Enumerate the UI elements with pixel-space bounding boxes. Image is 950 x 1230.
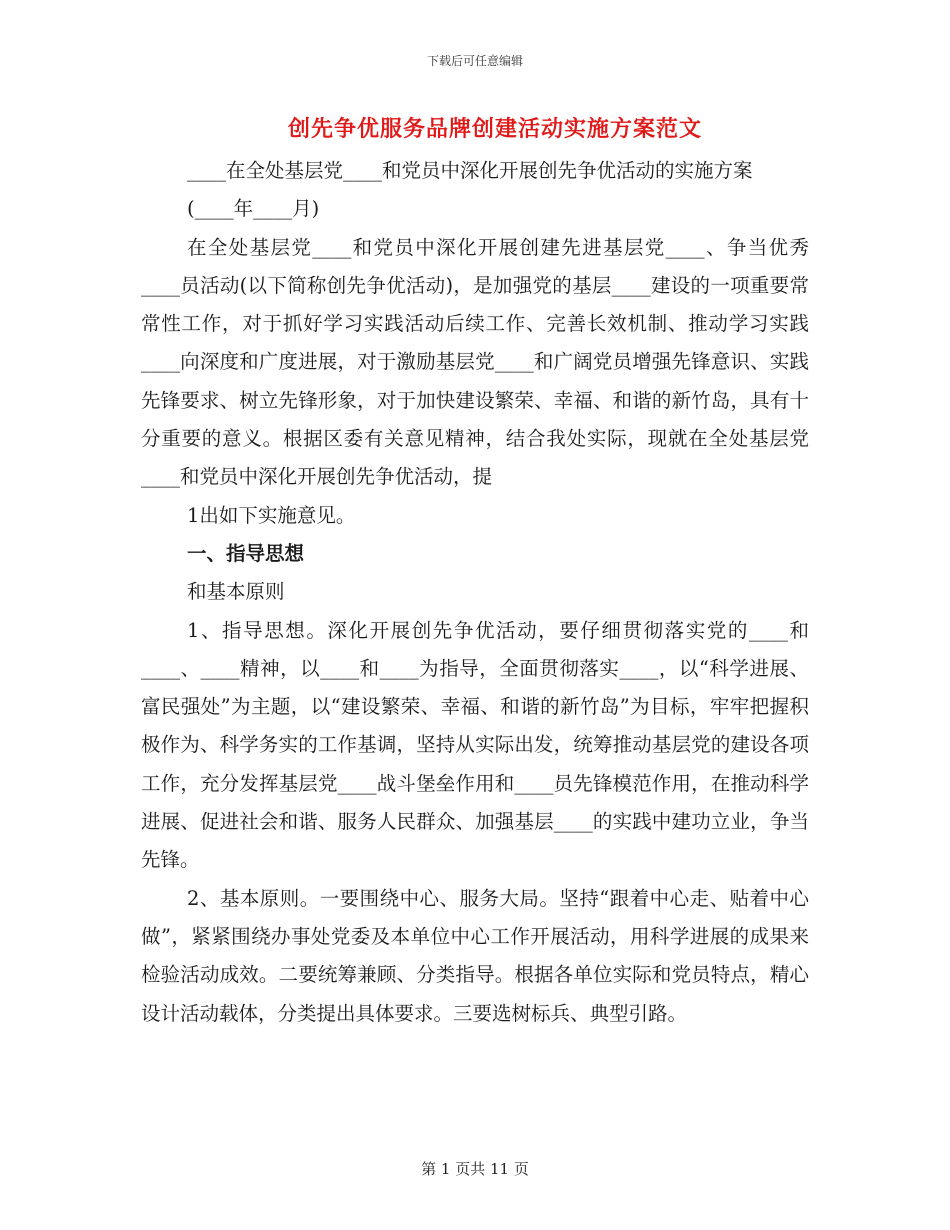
document-body [141, 152, 809, 1033]
paragraph: ____在全处基层党____和党员中深化开展创先争优活动的实施方案 [187, 159, 753, 182]
paragraph: 1、指导思想。深化开展创先争优活动，要仔细贯彻落实党的____和____、____精神，以____和____为指导，全面贯彻落实____，以“科学进展、富民强处”为主题，以“建设繁荣、幸福、和谐的新竹岛”为目标，牢牢把握积极作为、科学务实的工作基调，坚持从实际出发，统筹推动基层党的建设各项工作，充分发挥基层党____战斗堡垒作用和____员先锋模范作用，在推动科学进展、促进社会和谐、服务人民群众、加强基层____的实践中建功立业，争当先锋。 [141, 618, 809, 872]
document-title: 创先争优服务品牌创建活动实施方案范文 [287, 116, 702, 142]
page-header: 下载后可任意编辑 [426, 54, 523, 68]
section-heading: 一、指导思想 [187, 541, 305, 565]
page-footer: 第 1 页共 11 页 [421, 1160, 529, 1178]
paragraph: 1出如下实施意见。 [187, 503, 356, 527]
paragraph: 在全处基层党____和党员中深化开展创建先进基层党____、争当优秀____员活动(以下简称创先争优活动)，是加强党的基层____建设的一项重要常常性工作，对于抓好学习实践活动后续工作、完善长效机制、推动学习实践____向深度和广度进展，对于激励基层党____和广阔党员增强先锋意识、实践先锋要求、树立先锋形象，对于加快建设繁荣、幸福、和谐的新竹岛，具有十分重要的意义。根据区委有关意见精神，结合我处实际，现就在全处基层党____和党员中深化开展创先争优活动，提 [141, 235, 809, 489]
paragraph: (____年____月) [187, 197, 320, 221]
paragraph: 2、基本原则。一要围绕中心、服务大局。坚持“跟着中心走、贴着中心做”，紧紧围绕办事处党委及本单位中心工作开展活动，用科学进展的成果来检验活动成效。二要统筹兼顾、分类指导。根据各单位实际和党员特点，精心设计活动载体，分类提出具体要求。三要选树标兵、典型引路。 [141, 886, 809, 1025]
paragraph: 和基本原则 [187, 580, 285, 604]
